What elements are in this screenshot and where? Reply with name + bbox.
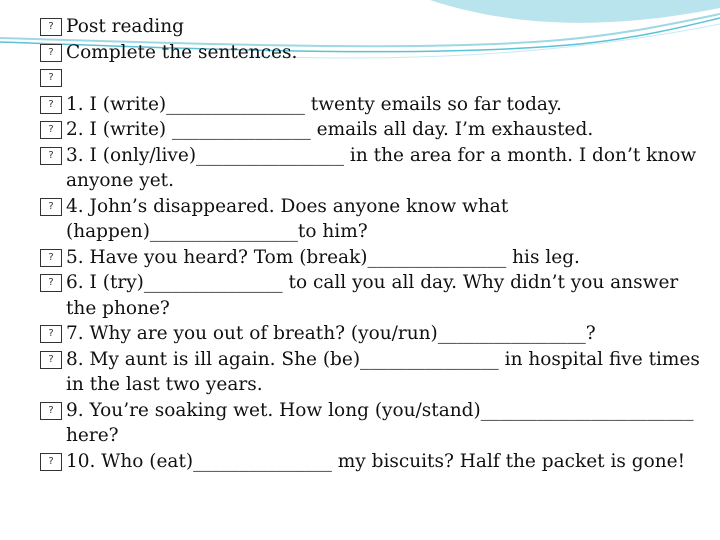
bullet-icon: ? <box>40 147 62 165</box>
exercise-item-1 <box>40 92 710 118</box>
bullet-icon: ? <box>40 402 62 420</box>
bullet-icon: ? <box>40 249 62 267</box>
bullet-icon: ? <box>40 96 62 114</box>
exercise-text: 1. I (write)_______________ twenty emails so far today. <box>66 93 562 115</box>
exercise-item-2 <box>40 117 710 143</box>
bullet-icon: ? <box>40 325 62 343</box>
exercise-text: 2. I (write) _______________ emails all day. I’m exhausted. <box>66 119 594 140</box>
exercise-item-10 <box>40 449 710 475</box>
bullet-icon: ? <box>40 274 62 292</box>
heading-post-reading <box>40 14 710 40</box>
exercise-item-5 <box>40 245 710 271</box>
line-text: Post reading <box>66 16 184 37</box>
exercise-text: 6. I (try)_______________ to call you all day. Why didn’t you answer the phone? <box>66 272 679 319</box>
exercise-item-3 <box>40 143 710 194</box>
bullet-icon: ? <box>40 69 62 87</box>
bullet-icon: ? <box>40 198 62 216</box>
bullet-icon: ? <box>40 453 62 471</box>
exercise-item-6 <box>40 270 710 321</box>
exercise-text: 9. You’re soaking wet. How long (you/stand)_______________________ here? <box>66 399 694 446</box>
worksheet-body <box>40 14 710 474</box>
exercise-text: 5. Have you heard? Tom (break)_______________ his leg. <box>66 246 580 268</box>
instruction-line <box>40 40 710 66</box>
exercise-item-7 <box>40 321 710 347</box>
exercise-item-4 <box>40 194 710 245</box>
exercise-text: 8. My aunt is ill again. She (be)_______________ in hospital five times in the last two years. <box>66 348 700 395</box>
exercise-item-8 <box>40 347 710 398</box>
bullet-icon: ? <box>40 121 62 139</box>
exercise-item-9 <box>40 398 710 449</box>
exercise-text: 7. Why are you out of breath? (you/run)________________? <box>66 323 596 344</box>
exercise-text: 3. I (only/live)________________ in the area for a month. I don’t know anyone yet. <box>66 144 697 191</box>
bullet-icon: ? <box>40 18 62 36</box>
exercise-text: 4. John’s disappeared. Does anyone know what (happen)________________to him? <box>66 195 509 242</box>
exercise-text: 10. Who (eat)_______________ my biscuits? Half the packet is gone! <box>66 450 686 472</box>
bullet-icon: ? <box>40 351 62 369</box>
line-text: Complete the sentences. <box>66 41 298 63</box>
empty-bullet-line <box>40 65 710 91</box>
line-text <box>66 65 710 91</box>
bullet-icon: ? <box>40 44 62 62</box>
